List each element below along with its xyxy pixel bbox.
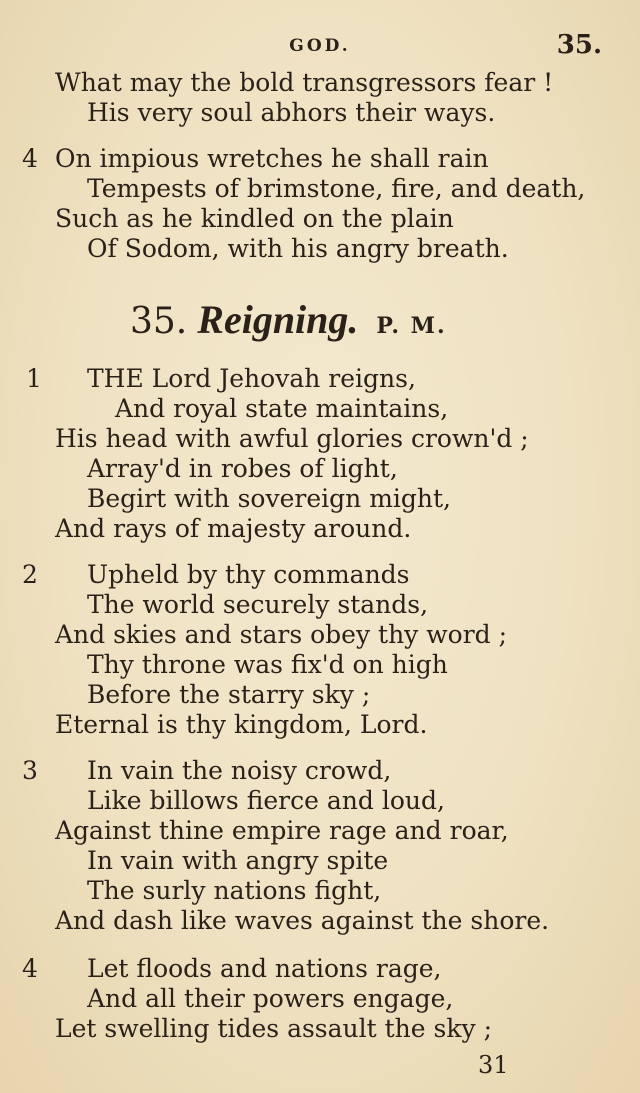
verse-line: And rays of majesty around. — [55, 514, 412, 543]
verse-line: And all their powers engage, — [87, 984, 454, 1013]
hymn-meter: P. M. — [376, 313, 447, 339]
running-head — [0, 30, 640, 60]
verse-line: Before the starry sky ; — [87, 680, 371, 709]
verse-line: Eternal is thy kingdom, Lord. — [55, 710, 428, 739]
verse-line: The world securely stands, — [87, 590, 429, 619]
stanza-number: 2 — [22, 560, 38, 589]
verse-line: In vain with angry spite — [87, 846, 389, 875]
verse-line: His very soul abhors their ways. — [87, 98, 496, 127]
verse-line: Let floods and nations rage, — [87, 954, 442, 983]
hymn-number: 35. — [130, 301, 188, 342]
verse-line: His head with awful glories crown'd ; — [55, 424, 529, 453]
verse-line: Such as he kindled on the plain — [55, 204, 454, 233]
printer-signature: 31 — [478, 1051, 509, 1079]
stanza-number: 4 — [22, 144, 38, 173]
verse-line: Begirt with sovereign might, — [87, 484, 451, 513]
verse-line: Of Sodom, with his angry breath. — [87, 234, 509, 263]
verse-line: Against thine empire rage and roar, — [55, 816, 509, 845]
verse-line: On impious wretches he shall rain — [55, 144, 489, 173]
hymn-heading — [130, 296, 447, 343]
stanza-number: 1 — [26, 364, 42, 393]
hymn-title: Reigning. — [197, 297, 359, 342]
verse-line: And dash like waves against the shore. — [55, 906, 550, 935]
verse-line: Like billows fierce and loud, — [87, 786, 445, 815]
verse-line: Tempests of brimstone, fire, and death, — [87, 174, 586, 203]
page-number: 35. — [556, 30, 602, 60]
verse-line: Array'd in robes of light, — [87, 454, 398, 483]
stanza-number: 4 — [22, 954, 38, 983]
verse-line: The surly nations fight, — [87, 876, 382, 905]
verse-line: In vain the noisy crowd, — [87, 756, 392, 785]
stanza-number: 3 — [22, 756, 38, 785]
verse-line: Let swelling tides assault the sky ; — [55, 1014, 492, 1043]
verse-line: Upheld by thy commands — [87, 560, 410, 589]
verse-line: What may the bold transgressors fear ! — [55, 68, 554, 97]
verse-line: Thy throne was fix'd on high — [87, 650, 448, 679]
verse-line: THE Lord Jehovah reigns, — [87, 364, 416, 393]
running-title: GOD. — [289, 36, 351, 56]
verse-line: And skies and stars obey thy word ; — [55, 620, 508, 649]
verse-line: And royal state maintains, — [115, 394, 449, 423]
